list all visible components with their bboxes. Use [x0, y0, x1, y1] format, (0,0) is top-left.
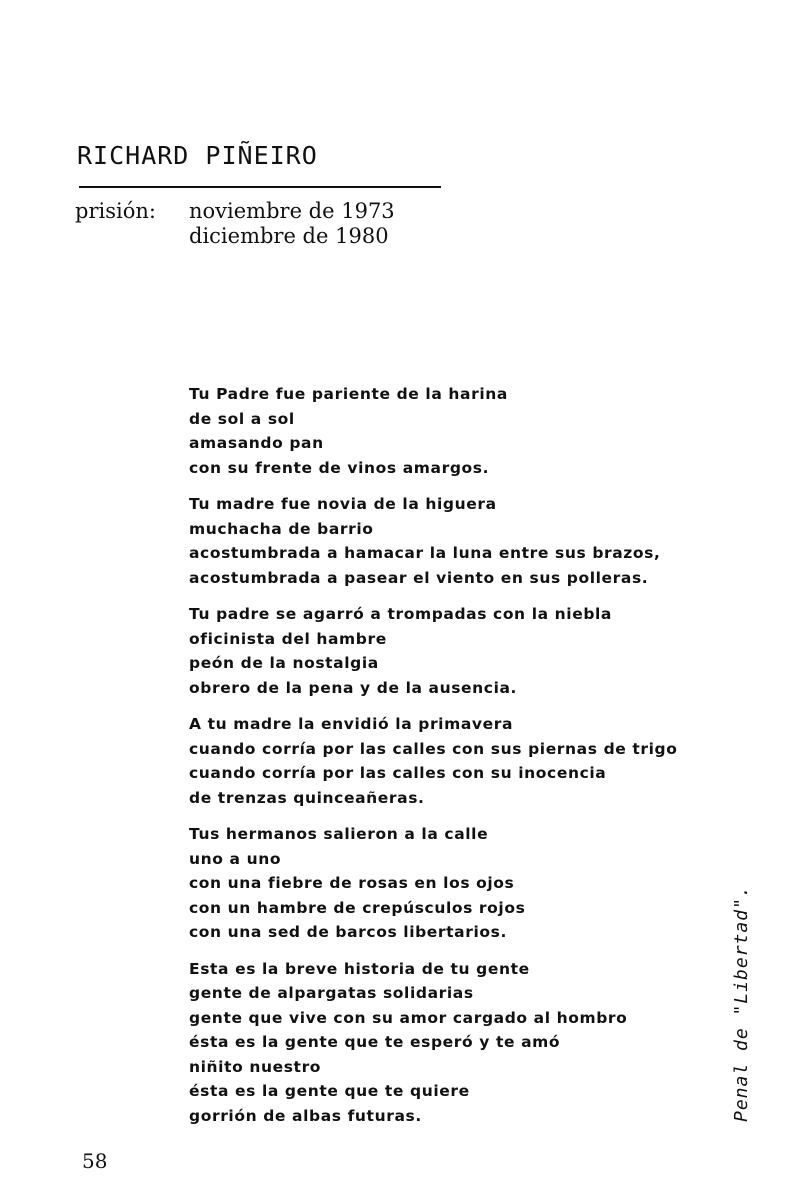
page-number: 58 — [82, 1149, 108, 1173]
poem-line: acostumbrada a hamacar la luna entre sus brazos, — [189, 544, 661, 562]
poem-line: gorrión de albas futuras. — [189, 1106, 422, 1125]
poem-line: acostumbrada a pasear el viento en sus polleras. — [189, 568, 649, 587]
poem-stanza — [189, 602, 729, 700]
poem-body — [189, 382, 729, 1140]
poem-stanza — [189, 492, 729, 590]
poem-stanza — [189, 382, 729, 480]
poem-stanza — [189, 712, 729, 810]
poem-line: con una sed de barcos libertarios. — [189, 923, 507, 941]
poem-line: ésta es la gente que te esperó y te amó — [189, 1033, 561, 1051]
poem-line: amasando pan — [189, 434, 324, 452]
poem-line: obrero de la pena y de la ausencia. — [189, 678, 518, 697]
poem-line: con una fiebre de rosas en los ojos — [189, 874, 515, 892]
prison-row-from — [75, 199, 395, 224]
prison-date-to: diciembre de 1980 — [189, 224, 389, 248]
poem-line: Esta es la breve historia de tu gente — [189, 959, 530, 978]
poem-line: Tus hermanos salieron a la calle — [189, 825, 489, 843]
poem-stanza — [189, 957, 729, 1129]
poem-line: de sol a sol — [189, 409, 295, 428]
side-note: Penal de "Libertad". — [731, 885, 752, 1122]
prison-date-from: noviembre de 1973 — [189, 199, 395, 223]
poem-line: muchacha de barrio — [189, 519, 374, 538]
prison-row-to — [75, 224, 395, 249]
poem-line: Tu padre se agarró a trompadas con la niebla — [189, 605, 612, 623]
poem-line: cuando corría por las calles con sus piernas de trigo — [189, 739, 678, 758]
poem-line: con un hambre de crepúsculos rojos — [189, 898, 526, 917]
poem-line: Tu madre fue novia de la higuera — [189, 495, 497, 513]
poem-line: ésta es la gente que te quiere — [189, 1082, 470, 1100]
poem-line: Tu Padre fue pariente de la harina — [189, 385, 508, 403]
poem-line: A tu madre la envidió la primavera — [189, 715, 514, 733]
poem-stanza — [189, 822, 729, 945]
poem-line: gente de alpargatas solidarias — [189, 984, 474, 1002]
header-divider — [79, 186, 441, 188]
poem-line: niñito nuestro — [189, 1057, 322, 1076]
poem-line: uno a uno — [189, 849, 282, 868]
poem-line: con su frente de vinos amargos. — [189, 458, 490, 477]
poem-line: cuando corría por las calles con su inocencia — [189, 764, 607, 782]
poem-line: oficinista del hambre — [189, 629, 387, 648]
poem-line: peón de la nostalgia — [189, 654, 379, 672]
prison-dates — [75, 199, 395, 249]
author-name: RICHARD PIÑEIRO — [77, 141, 318, 170]
poem-line: de trenzas quinceañeras. — [189, 788, 425, 807]
poem-line: gente que vive con su amor cargado al hombro — [189, 1008, 628, 1027]
prison-label: prisión: — [75, 199, 156, 223]
